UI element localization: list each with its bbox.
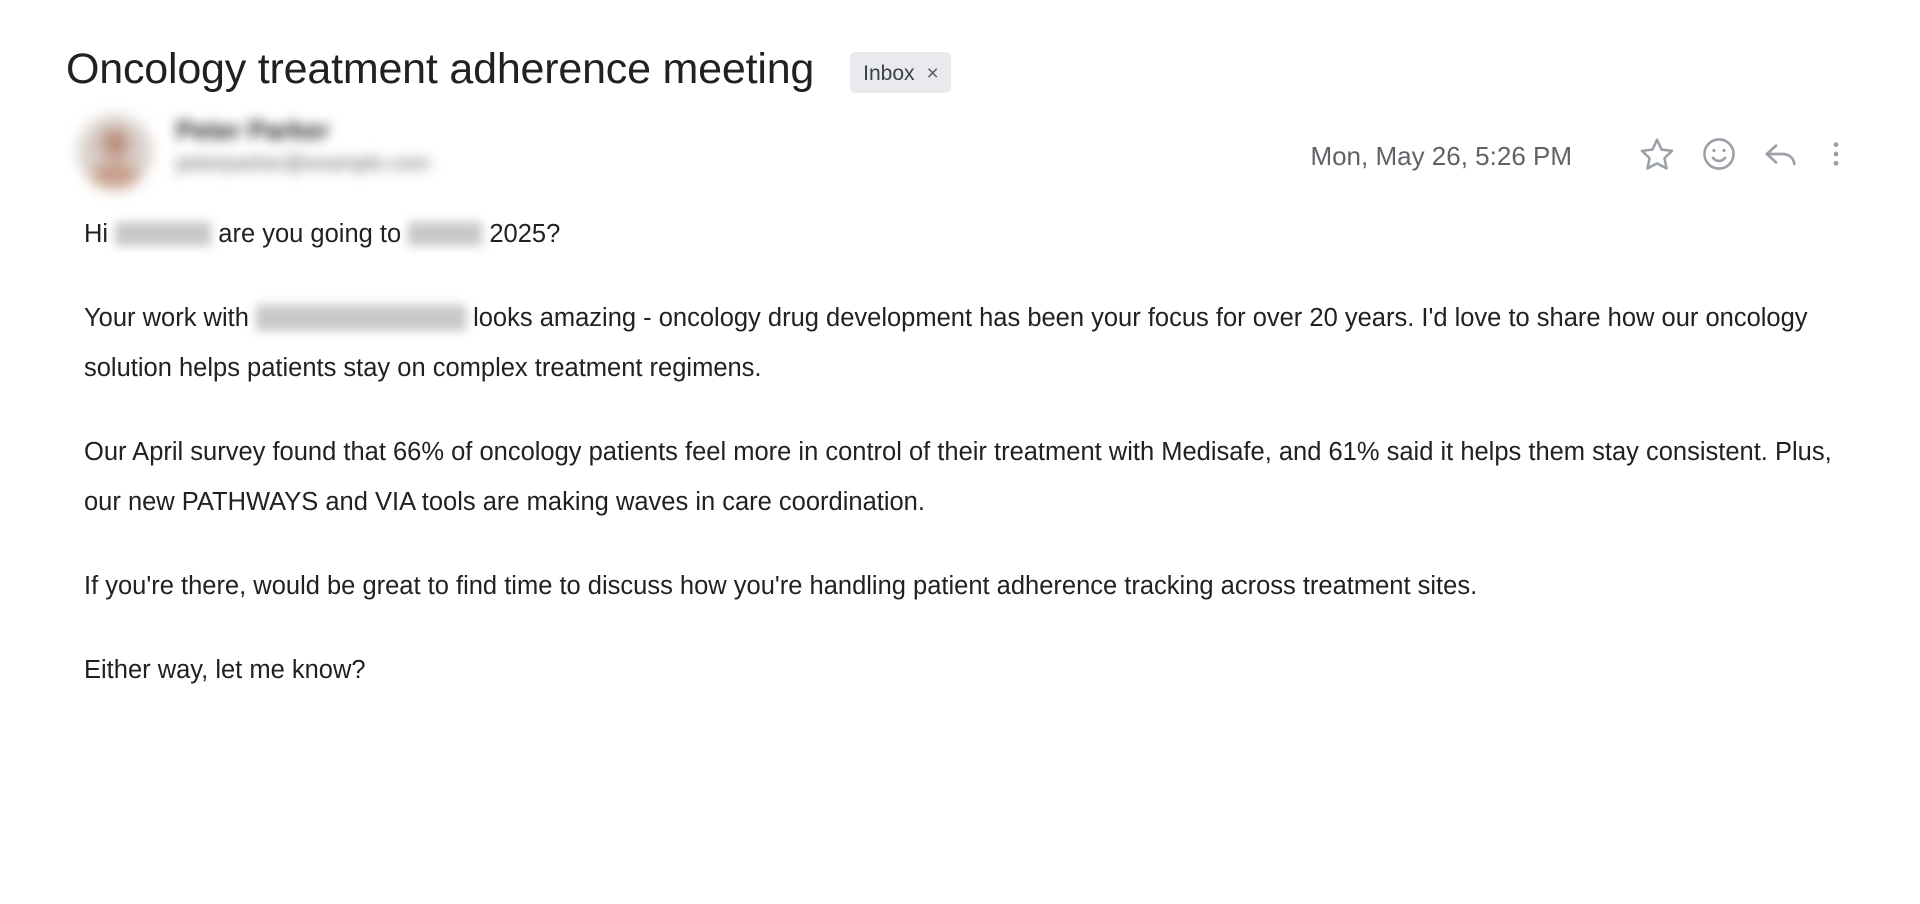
redacted-event — [408, 222, 482, 246]
p2-pre: Your work with — [84, 304, 249, 333]
subject-row — [0, 0, 1920, 93]
message-actions — [1310, 123, 1860, 185]
emoji-icon[interactable] — [1688, 123, 1750, 185]
label-chip-text: Inbox — [863, 61, 915, 85]
sender-name: Peter Parker — [176, 115, 330, 146]
redacted-company — [256, 305, 466, 331]
greeting-post: 2025? — [489, 220, 561, 249]
body-paragraph-4: If you're there, would be great to find time to discuss how you're handling patient adherence tracking across treatment sites. — [84, 572, 1478, 601]
page-title: Oncology treatment adherence meeting — [66, 45, 815, 93]
redacted-name — [115, 222, 211, 246]
sender-email: peterparker@example.com — [176, 152, 430, 176]
more-options-icon[interactable] — [1812, 123, 1860, 185]
greeting-mid: are you going to — [218, 220, 402, 249]
avatar — [78, 115, 152, 189]
sender-block — [176, 111, 430, 176]
message-timestamp: Mon, May 26, 5:26 PM — [1310, 140, 1572, 171]
status-badge[interactable] — [850, 52, 951, 93]
message-body — [0, 201, 1920, 695]
reply-icon[interactable] — [1750, 123, 1812, 185]
body-paragraph-3: Our April survey found that 66% of oncology patients feel more in control of their treatment with Medisafe, and 61% said it helps them stay consistent. Plus, our new PATHWAYS and VIA tools are making waves in care coordination. — [84, 438, 1832, 517]
body-paragraph-1 — [84, 209, 1850, 259]
body-paragraph-2 — [84, 293, 1850, 393]
star-icon[interactable] — [1626, 123, 1688, 185]
body-paragraph-5: Either way, let me know? — [84, 656, 366, 685]
close-icon[interactable]: × — [926, 61, 939, 85]
message-header — [0, 93, 1920, 201]
p2-post: looks amazing - oncology drug development has been your focus for over 20 years. I'd love to share how our oncology solution helps patients stay on complex treatment regimens. — [84, 304, 1808, 383]
greeting-pre: Hi — [84, 220, 109, 249]
